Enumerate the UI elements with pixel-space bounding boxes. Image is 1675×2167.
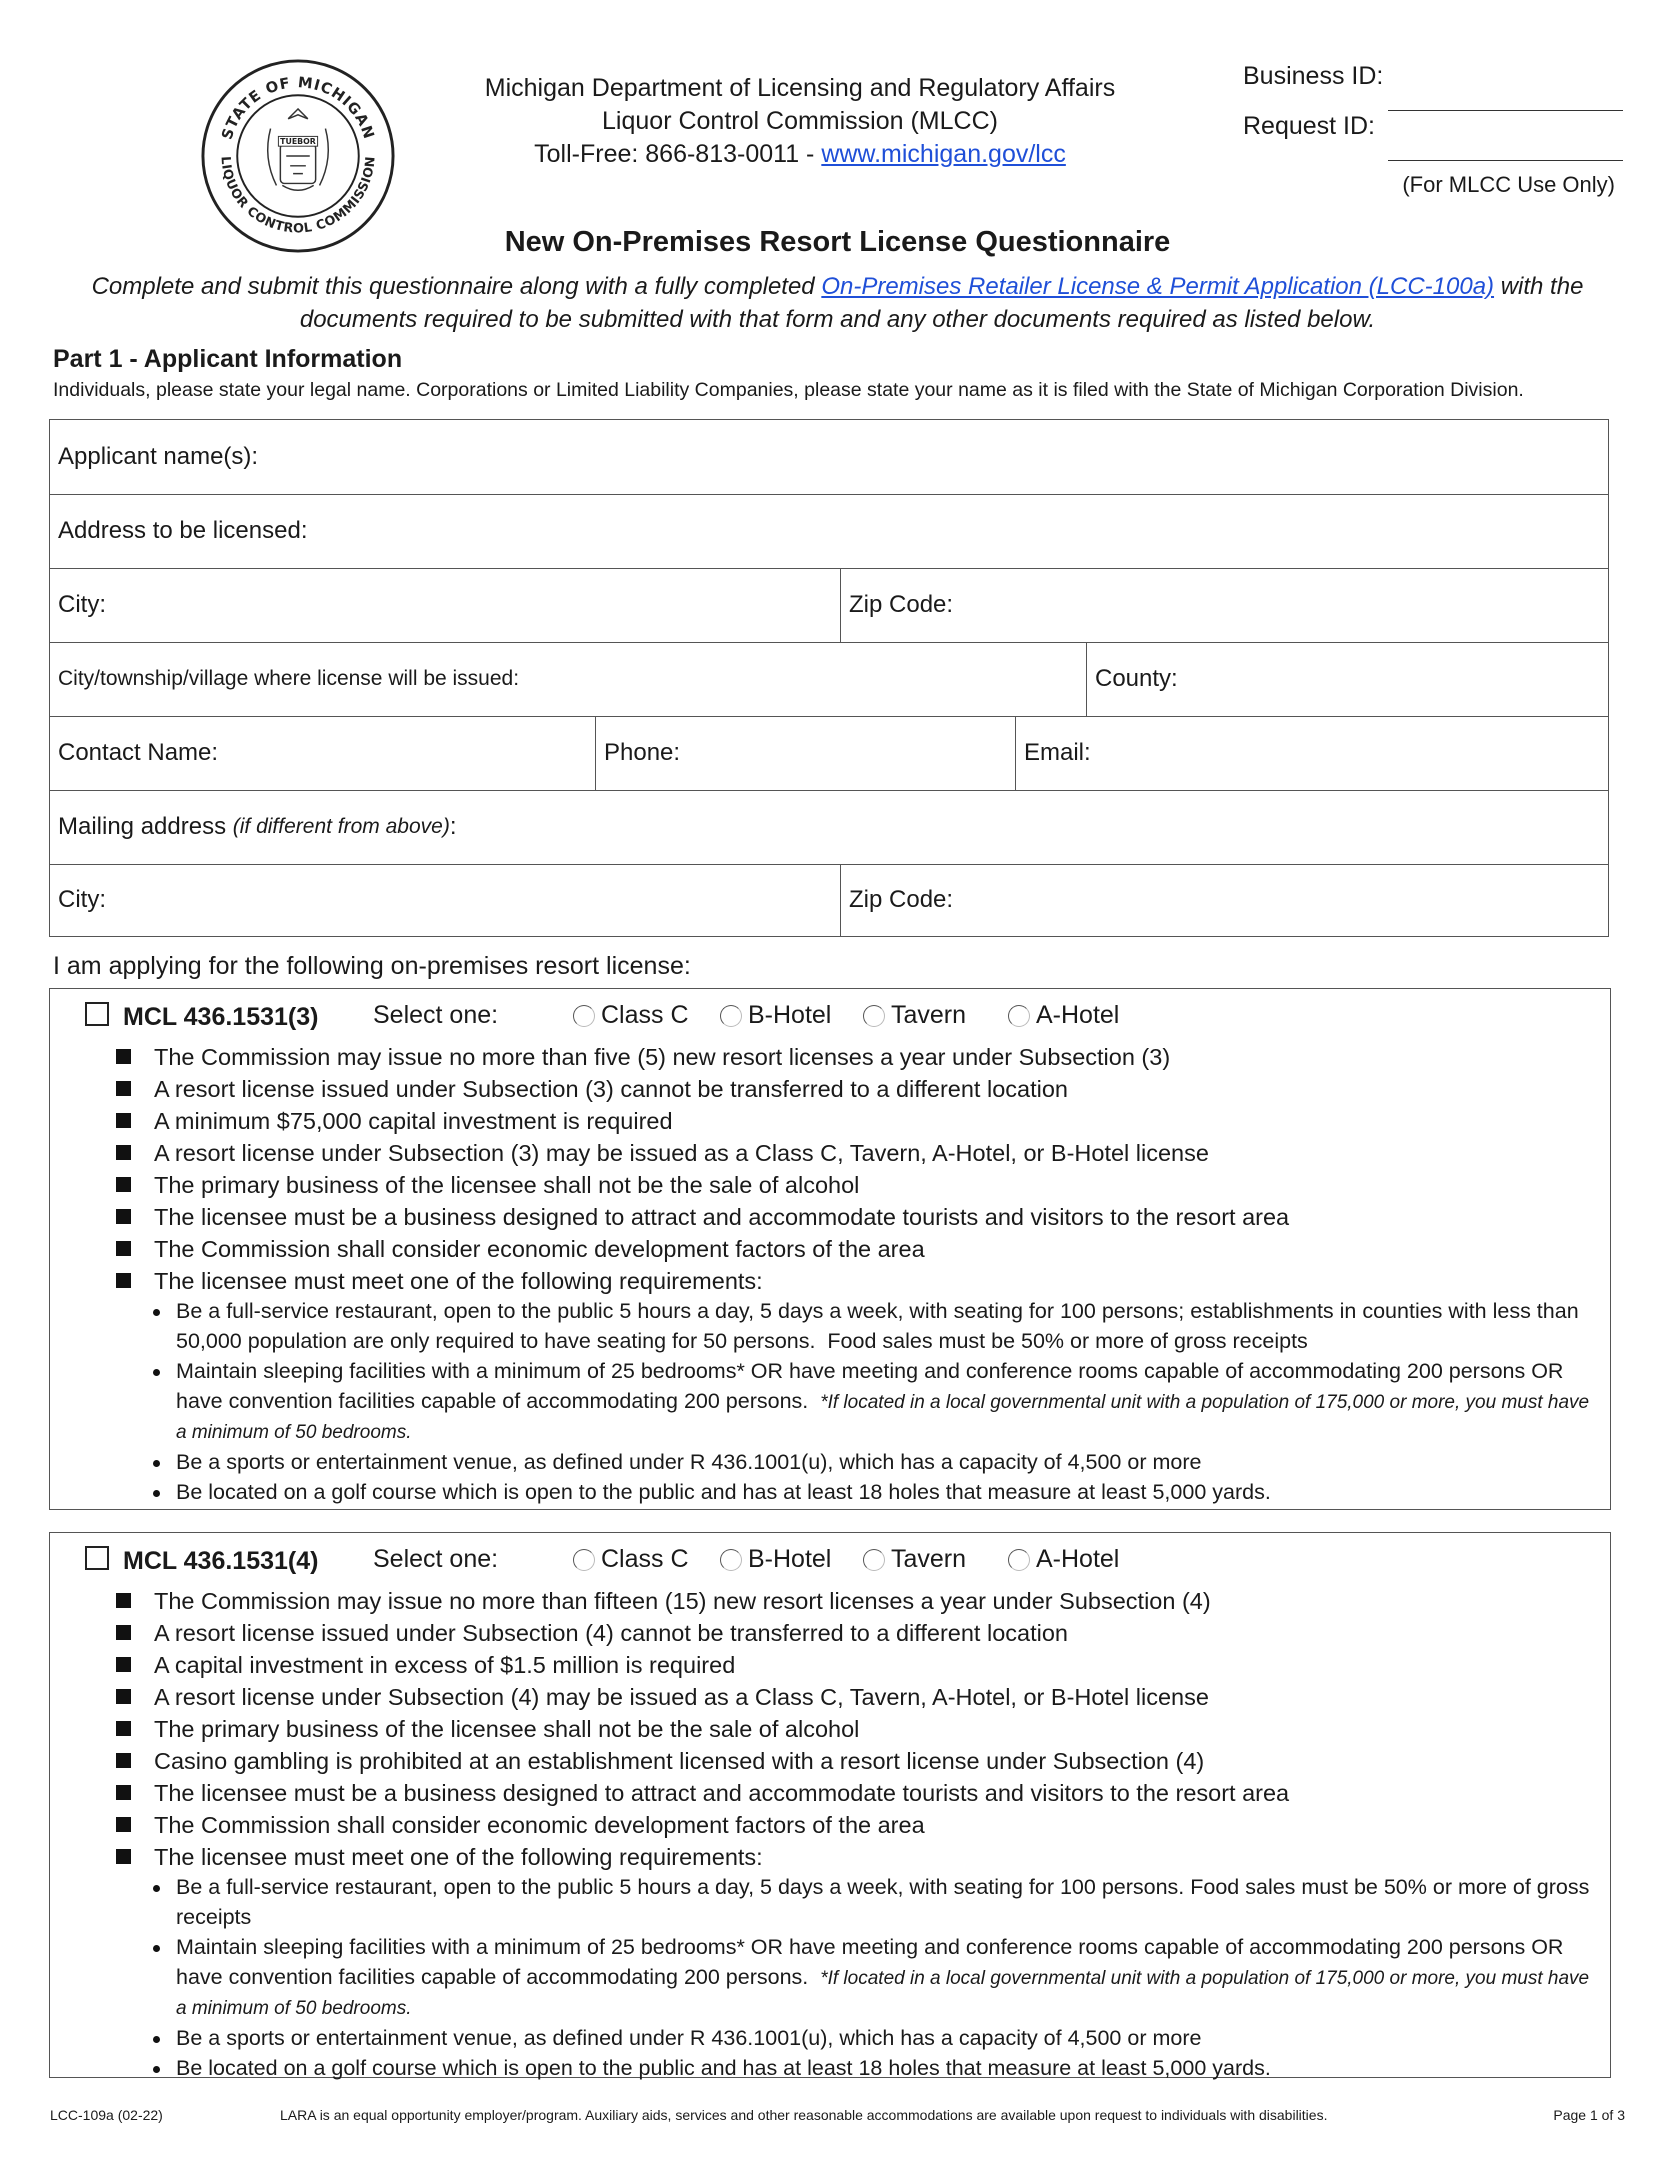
email-label: Email:: [1024, 739, 1091, 766]
requirement-text: Be a sports or entertainment venue, as defined under R 436.1001(u), which has a capacity of 4,500 or more: [176, 1449, 1202, 1474]
requirement-item: [116, 2024, 1596, 2055]
radio-button-icon[interactable]: [573, 1549, 595, 1571]
license-class-option[interactable]: [573, 1001, 689, 1030]
rule-item: [116, 1713, 1596, 1745]
applying-for-label: I am applying for the following on-premises resort license:: [53, 952, 691, 980]
business-id-field[interactable]: [1388, 110, 1623, 111]
applicant-info-table: [49, 419, 1609, 937]
rule-text: A resort license issued under Subsection (3) cannot be transferred to a different location: [154, 1076, 1068, 1102]
license-class-option[interactable]: [573, 1545, 689, 1574]
license-class-label: B-Hotel: [748, 1545, 832, 1573]
rule-text: A resort license under Subsection (4) may be issued as a Class C, Tavern, A-Hotel, or B-Hotel license: [154, 1684, 1209, 1710]
square-bullet-icon: [116, 1049, 131, 1064]
license-checkbox[interactable]: [85, 1002, 109, 1026]
city-label: City:: [58, 591, 106, 618]
seal-motto: TUEBOR: [280, 137, 316, 147]
equal-opportunity-notice: LARA is an equal opportunity employer/program. Auxiliary aids, services and other reasonable accommodations are available upon request to individuals with disabilities.: [280, 2107, 1328, 2123]
license-class-label: Tavern: [891, 1545, 967, 1573]
license-class-label: A-Hotel: [1036, 1001, 1120, 1029]
zip-label: Zip Code:: [849, 591, 954, 618]
phone-label: Phone:: [604, 739, 681, 766]
square-bullet-icon: [116, 1689, 131, 1704]
rule-item: [116, 1841, 1596, 1873]
toll-free-phone: Toll-Free: 866-813-0011 -: [534, 140, 822, 168]
rule-text: The Commission shall consider economic development factors of the area: [154, 1236, 925, 1262]
business-id-label: Business ID:: [1243, 62, 1384, 90]
license-class-label: A-Hotel: [1036, 1545, 1120, 1573]
address-label: Address to be licensed:: [58, 517, 308, 544]
radio-button-icon[interactable]: [1008, 1549, 1030, 1571]
license-class-label: Class C: [601, 1545, 689, 1573]
rule-text: The Commission shall consider economic development factors of the area: [154, 1812, 925, 1838]
requirement-item: [116, 2054, 1596, 2085]
city-field[interactable]: [50, 568, 840, 642]
mailing-city-label: City:: [58, 886, 106, 913]
square-bullet-icon: [116, 1241, 131, 1256]
website-link[interactable]: www.michigan.gov/lcc: [821, 140, 1066, 168]
square-bullet-icon: [116, 1273, 131, 1288]
mailing-city-field[interactable]: [50, 864, 840, 936]
contact-name-field[interactable]: [50, 716, 595, 790]
intro-before: Complete and submit this questionnaire along with a fully completed: [91, 273, 822, 300]
rule-item: [116, 1137, 1596, 1169]
lcc-100a-link[interactable]: On-Premises Retailer License & Permit Application (LCC-100a): [821, 273, 1495, 300]
license-class-option[interactable]: [720, 1545, 831, 1574]
radio-button-icon[interactable]: [1008, 1005, 1030, 1027]
rule-text: A minimum $75,000 capital investment is required: [154, 1108, 673, 1134]
page-number: Page 1 of 3: [1553, 2107, 1625, 2123]
rule-item: [116, 1169, 1596, 1201]
rule-item: [116, 1745, 1596, 1777]
radio-button-icon[interactable]: [863, 1549, 885, 1571]
license-class-label: B-Hotel: [748, 1001, 832, 1029]
requirement-item: [116, 1478, 1596, 1509]
square-bullet-icon: [116, 1209, 131, 1224]
license-code: MCL 436.1531(4): [123, 1547, 319, 1575]
license-rules-list: [116, 1585, 1596, 2085]
rule-item: [116, 1649, 1596, 1681]
contact-line: [360, 138, 1240, 171]
license-class-label: Tavern: [891, 1001, 967, 1029]
commission-name: Liquor Control Commission (MLCC): [602, 107, 998, 135]
applicant-name-label: Applicant name(s):: [58, 443, 259, 470]
round-bullet-icon: [153, 1369, 160, 1376]
request-id-field[interactable]: [1388, 160, 1623, 161]
zip-field[interactable]: [840, 568, 1608, 642]
rule-item: [116, 1809, 1596, 1841]
requirement-text: Be a sports or entertainment venue, as defined under R 436.1001(u), which has a capacity of 4,500 or more: [176, 2025, 1202, 2050]
license-class-option[interactable]: [1008, 1001, 1119, 1030]
rule-item: [116, 1201, 1596, 1233]
round-bullet-icon: [153, 1309, 160, 1316]
radio-button-icon[interactable]: [720, 1549, 742, 1571]
rule-text: A resort license under Subsection (3) may be issued as a Class C, Tavern, A-Hotel, or B-Hotel license: [154, 1140, 1209, 1166]
square-bullet-icon: [116, 1753, 131, 1768]
rule-item: [116, 1105, 1596, 1137]
license-class-label: Class C: [601, 1001, 689, 1029]
requirement-text: Be a full-service restaurant, open to the public 5 hours a day, 5 days a week, with seating for 100 persons; establishments in counties with less than 50,000 population are only required to have seating for 50 persons. Food sales must be 50% or more of gross receipts: [176, 1299, 1585, 1353]
license-class-option[interactable]: [863, 1545, 966, 1574]
rule-text: Casino gambling is prohibited at an establishment licensed with a resort license under Subsection (4): [154, 1748, 1205, 1774]
square-bullet-icon: [116, 1593, 131, 1608]
intro-paragraph: [60, 270, 1615, 336]
part1-instructions: Individuals, please state your legal name. Corporations or Limited Liability Companies, please state your name as it is filed with the State of Michigan Corporation Division.: [53, 379, 1524, 401]
round-bullet-icon: [153, 2066, 160, 2073]
requirement-text: Be located on a golf course which is open to the public and has at least 18 holes that measure at least 5,000 yards.: [176, 2056, 1271, 2080]
requirement-note: *If located in a local governmental unit with a population of 175,000 or more, you must have a minimum of 50 bedrooms.: [176, 1967, 1590, 2019]
square-bullet-icon: [116, 1113, 131, 1128]
square-bullet-icon: [116, 1849, 131, 1864]
radio-button-icon[interactable]: [573, 1005, 595, 1027]
requirement-text: Be a full-service restaurant, open to the public 5 hours a day, 5 days a week, with seating for 100 persons. Food sales must be 50% or more of gross receipts: [176, 1875, 1596, 1929]
radio-button-icon[interactable]: [863, 1005, 885, 1027]
mailing-zip-label: Zip Code:: [849, 886, 954, 913]
square-bullet-icon: [116, 1625, 131, 1640]
requirement-item: [116, 1933, 1596, 2024]
license-option-subsection-4: [49, 1532, 1611, 2078]
select-one-label: Select one:: [373, 1545, 499, 1573]
mailing-address-field[interactable]: [50, 790, 1608, 864]
seal-ring-top: STATE OF MICHIGAN: [218, 74, 378, 142]
requirement-text: Be located on a golf course which is open to the public and has at least 18 holes that measure at least 5,000 yards.: [176, 1480, 1271, 1504]
square-bullet-icon: [116, 1081, 131, 1096]
rule-text: The licensee must be a business designed to attract and accommodate tourists and visitors to the resort area: [154, 1204, 1290, 1230]
mailing-address-note: (if different from above): [232, 815, 450, 838]
mailing-zip-field[interactable]: [840, 864, 1608, 936]
round-bullet-icon: [153, 1490, 160, 1497]
square-bullet-icon: [116, 1817, 131, 1832]
rule-item: [116, 1041, 1596, 1073]
municipality-label: City/township/village where license will be issued:: [58, 667, 520, 690]
intro-after: with the documents required to be submitted with that form and any other documents required as listed below.: [299, 273, 1584, 333]
rule-item: [116, 1585, 1596, 1617]
requirement-item: [116, 1448, 1596, 1479]
municipality-field[interactable]: [50, 642, 1086, 716]
round-bullet-icon: [153, 2036, 160, 2043]
rule-text: The primary business of the licensee shall not be the sale of alcohol: [154, 1172, 860, 1198]
license-option-subsection-3: [49, 988, 1611, 1510]
square-bullet-icon: [116, 1177, 131, 1192]
rule-text: The Commission may issue no more than five (5) new resort licenses a year under Subsection (3): [154, 1044, 1171, 1070]
rule-item: [116, 1617, 1596, 1649]
rule-item: [116, 1777, 1596, 1809]
requirement-item: [116, 1357, 1596, 1448]
requirement-item: [116, 1297, 1596, 1357]
rule-text: The licensee must meet one of the following requirements:: [154, 1268, 763, 1294]
part1-heading: Part 1 - Applicant Information: [53, 345, 403, 373]
phone-field[interactable]: [595, 716, 1015, 790]
rule-text: A capital investment in excess of $1.5 million is required: [154, 1652, 736, 1678]
applicant-name-field[interactable]: [50, 420, 1608, 494]
svg-text:LIQUOR CONTROL COMMISSION: [217, 156, 378, 237]
form-id: LCC-109a (02-22): [50, 2107, 163, 2123]
document-title: New On-Premises Resort License Questionnaire: [504, 226, 1171, 258]
round-bullet-icon: [153, 1460, 160, 1467]
rule-item: [116, 1233, 1596, 1265]
rule-text: The licensee must meet one of the following requirements:: [154, 1844, 763, 1870]
license-class-option[interactable]: [1008, 1545, 1119, 1574]
license-checkbox[interactable]: [85, 1546, 109, 1570]
license-rules-list: [116, 1041, 1596, 1509]
rule-text: The licensee must be a business designed to attract and accommodate tourists and visitors to the resort area: [154, 1780, 1290, 1806]
agency-name: Michigan Department of Licensing and Regulatory Affairs: [484, 74, 1116, 102]
requirement-note: *If located in a local governmental unit with a population of 175,000 or more, you must have a minimum of 50 bedrooms.: [176, 1391, 1590, 1443]
square-bullet-icon: [116, 1721, 131, 1736]
square-bullet-icon: [116, 1657, 131, 1672]
license-class-option[interactable]: [720, 1001, 831, 1030]
mailing-colon: :: [449, 813, 457, 840]
request-id-label: Request ID:: [1243, 112, 1376, 140]
round-bullet-icon: [153, 1885, 160, 1892]
rule-text: A resort license issued under Subsection (4) cannot be transferred to a different location: [154, 1620, 1068, 1646]
rule-text: The Commission may issue no more than fifteen (15) new resort licenses a year under Subsection (4): [154, 1588, 1211, 1614]
county-field[interactable]: [1086, 642, 1608, 716]
square-bullet-icon: [116, 1145, 131, 1160]
requirement-text: Maintain sleeping facilities with a minimum of 25 bedrooms* OR have meeting and conference rooms capable of accommodating 200 persons OR have convention facilities capable of accommodating 200 persons.: [176, 1935, 1570, 1989]
select-one-label: Select one:: [373, 1001, 499, 1029]
county-label: County:: [1095, 665, 1178, 692]
license-code: MCL 436.1531(3): [123, 1003, 319, 1031]
agency-header: [360, 72, 1240, 171]
mlcc-id-block: [1243, 62, 1623, 162]
square-bullet-icon: [116, 1785, 131, 1800]
seal-ring-bottom: LIQUOR CONTROL COMMISSION: [217, 155, 379, 237]
requirement-text: Maintain sleeping facilities with a minimum of 25 bedrooms* OR have meeting and conference rooms capable of accommodating 200 persons OR have convention facilities capable of accommodating 200 persons.: [176, 1359, 1570, 1413]
contact-name-label: Contact Name:: [58, 739, 219, 766]
email-field[interactable]: [1015, 716, 1608, 790]
mailing-address-label: Mailing address: [58, 813, 233, 840]
address-field[interactable]: [50, 494, 1608, 568]
license-class-option[interactable]: [863, 1001, 966, 1030]
rule-item: [116, 1073, 1596, 1105]
rule-item: [116, 1265, 1596, 1297]
rule-item: [116, 1681, 1596, 1713]
round-bullet-icon: [153, 1945, 160, 1952]
mlcc-use-note: (For MLCC Use Only): [1402, 172, 1615, 197]
requirement-item: [116, 1873, 1596, 1933]
radio-button-icon[interactable]: [720, 1005, 742, 1027]
rule-text: The primary business of the licensee shall not be the sale of alcohol: [154, 1716, 860, 1742]
